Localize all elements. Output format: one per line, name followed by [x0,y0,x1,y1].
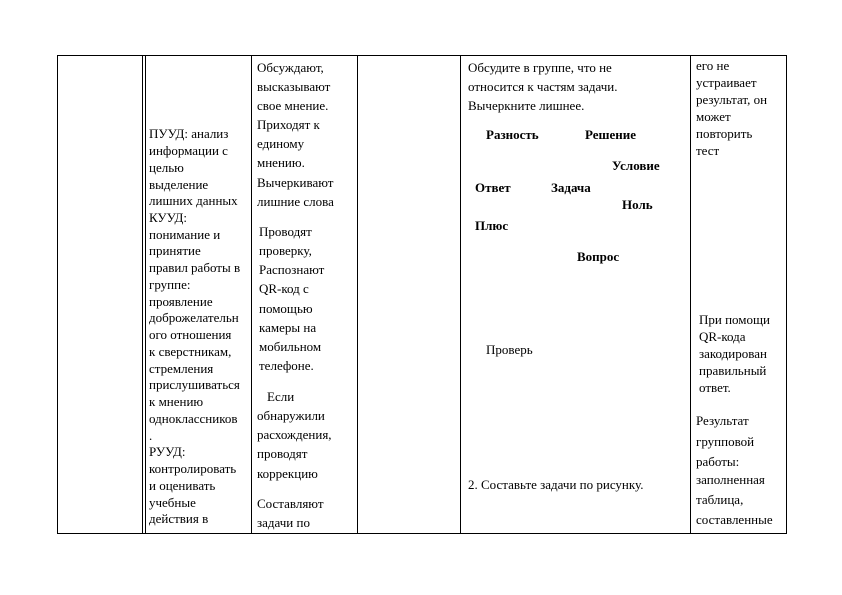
note-line: результат, он [696,92,768,107]
activity-line: телефоне. [259,358,314,373]
note-line: тест [696,143,720,158]
task-2-text: 2. Составьте задачи по рисунку. [468,477,644,492]
uud-line: и оценивать [149,478,216,493]
uud-line: правил работы в [149,260,241,275]
note-line: Результат [696,413,749,428]
uud-line: целью [149,160,184,175]
uud-line: . [149,428,153,443]
note-line: правильный [699,363,767,378]
activity-line: обнаружили [257,408,325,423]
note-line: заполненная [696,472,765,487]
uud-line: прислушиваться [149,377,240,392]
activity-line: Если [267,389,295,404]
word-nol: Ноль [622,197,653,212]
column-divider [690,55,691,534]
uud-line: стремления [149,361,214,376]
uud-line: доброжелательн [149,310,239,325]
instruction-line: Обсудите в группе, что не [468,60,612,75]
word-reshenie: Решение [585,127,637,142]
activity-line: камеры на [259,320,317,335]
activity-line: помощью [259,301,313,316]
note-line: может [696,109,731,124]
uud-line: группе: [149,277,191,292]
activity-line: расхождения, [257,427,332,442]
activity-line: мнению. [257,155,305,170]
uud-line: информации с [149,143,228,158]
uud-line: одноклассников [149,411,238,426]
note-line: ответ. [699,380,731,395]
activity-line: Обсуждают, [257,60,324,75]
note-line: QR-кода [699,329,746,344]
activity-line: мобильном [259,339,322,354]
activity-line: свое мнение. [257,98,329,113]
column-divider [357,55,358,534]
note-line: составленные [696,512,773,527]
uud-line: проявление [149,294,213,309]
activity-line: задачи по [257,515,310,530]
activity-line: лишние слова [257,194,334,209]
activity-line: проверку, [259,243,312,258]
uud-line: контролировать [149,461,237,476]
note-line: его не [696,58,730,73]
table-right-border [786,55,787,534]
activity-line: Проводят [259,224,312,239]
activity-line: Приходят к [257,117,320,132]
uud-line: лишних данных [149,193,238,208]
activity-line: коррекцию [257,466,318,481]
word-otvet: Ответ [475,180,511,195]
instruction-line: Вычеркните лишнее. [468,98,585,113]
activity-line: Распознают [259,262,325,277]
activity-line: единому [257,136,305,151]
uud-line: выделение [149,177,209,192]
column-divider [251,55,252,534]
note-line: групповой [696,434,755,449]
instruction-line: относится к частям задачи. [468,79,618,94]
activity-line: высказывают [257,79,331,94]
uud-line: принятие [149,243,201,258]
word-raznost: Разность [486,127,539,142]
column-divider [460,55,461,534]
uud-line: к сверстникам, [149,344,232,359]
word-plus: Плюс [475,218,509,233]
activity-line: Составляют [257,496,324,511]
note-line: повторить [696,126,753,141]
column-divider [145,55,146,534]
note-line: При помощи [699,312,770,327]
check-label: Проверь [486,342,533,357]
column-divider [142,55,143,534]
table-bottom-border [57,533,787,534]
word-vopros: Вопрос [577,249,620,264]
note-line: таблица, [696,492,744,507]
note-line: устраивает [696,75,757,90]
note-line: закодирован [699,346,767,361]
activity-line: Вычеркивают [257,175,334,190]
uud-line: понимание и [149,227,221,242]
table-left-border [57,55,58,534]
note-line: работы: [696,454,740,469]
uud-line: РУУД: [149,444,186,459]
uud-line: учебные [149,495,196,510]
word-zadacha: Задача [551,180,591,195]
table-top-border [57,55,787,56]
uud-line: ПУУД: анализ [149,126,229,141]
activity-line: QR-код с [259,281,309,296]
word-uslovie: Условие [612,158,660,173]
uud-line: КУУД: [149,210,187,225]
activity-line: проводят [257,446,308,461]
uud-line: ого отношения [149,327,232,342]
uud-line: к мнению [149,394,204,409]
uud-line: действия в [149,511,209,526]
